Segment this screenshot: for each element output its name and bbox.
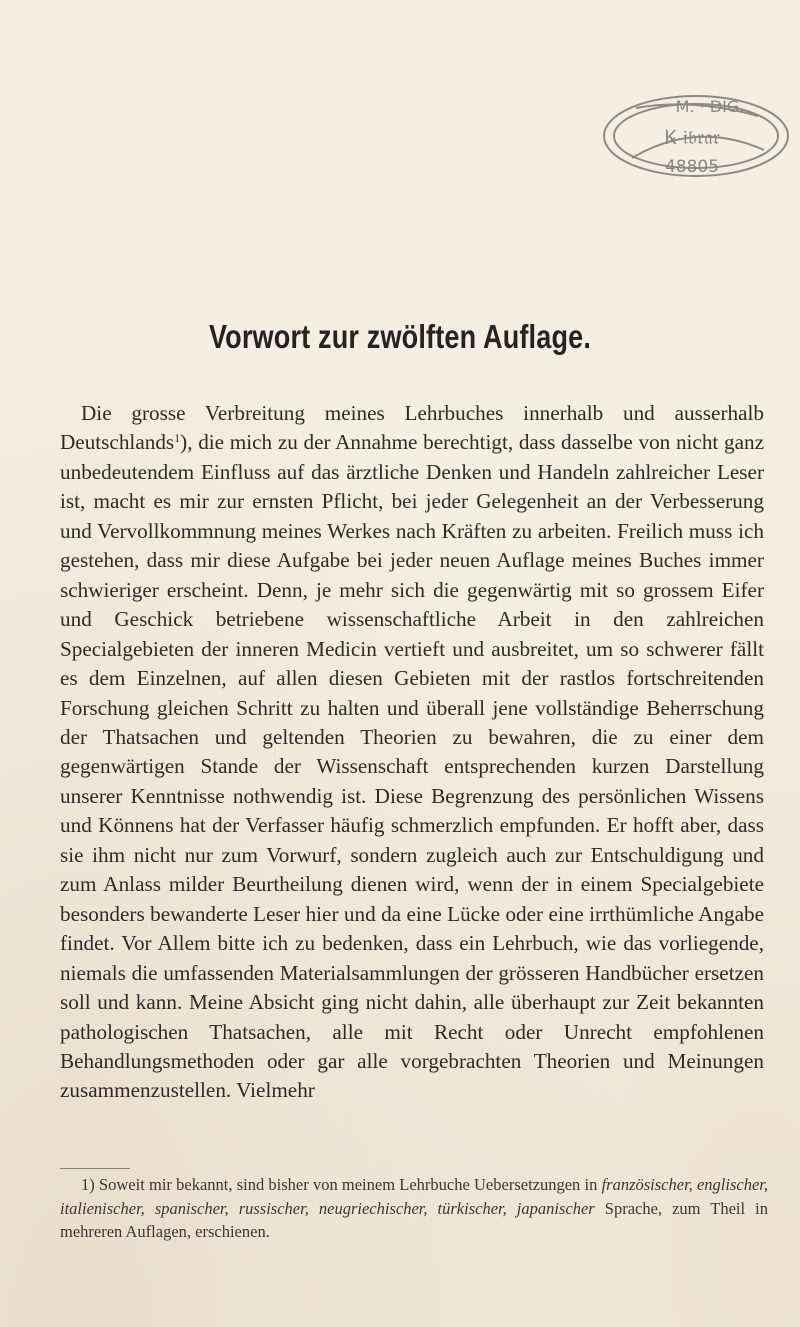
footnote-tail: Sprache, zum Theil in mehreren Auflagen, erschienen. [60, 1198, 768, 1241]
footnote-divider [60, 1168, 130, 1169]
stamp-text-bottom: 48805 [664, 157, 720, 177]
paragraph-part-1: Die grosse Verbreitung meines Lehrbuches innerhalb und ausserhalb Deutschlands [60, 401, 764, 455]
footnote-reference: 1 [174, 431, 181, 446]
library-stamp [592, 80, 800, 190]
stamp-text-mid: Ꝃ 𝔦𝔟𝔯𝔞𝔯 [664, 125, 720, 149]
page-title: Vorwort zur zwölften Auflage. [208, 318, 592, 355]
footnote-mark: 1) [81, 1175, 95, 1194]
stamp-text-top: M. · DIG. [675, 97, 745, 116]
preface-paragraph [60, 399, 764, 1106]
footnote-lead: Soweit mir bekannt, sind bisher von meinem Lehrbuche Uebersetzungen in [98, 1175, 598, 1194]
footnote [60, 1173, 768, 1244]
footnote-languages: französischer, englischer, italienischer, spanischer, russischer, neugriechischer, türkischer, japanischer [60, 1175, 769, 1218]
paragraph-part-2: ), die mich zu der Annahme berechtigt, dass dasselbe von nicht ganz unbedeutendem Einfluss auf das ärztliche Denken und Handeln zahlreicher Leser ist, macht es mir zur ernsten Pflicht, bei jeder Gelegenheit an der Verbesserung und Vervollkommnung meines Werkes nach Kräften zu arbeiten. Freilich muss ich gestehen, dass mir diese Aufgabe bei jeder neuen Auflage meines Buches immer schwieriger erscheint. Denn, je mehr sich die gegenwärtig mit so grossem Eifer und Geschick betriebene wissenschaftliche Arbeit in den zahlreichen Specialgebieten der inneren Medicin vertieft und ausbreitet, um so schwerer fällt es dem Einzelnen, auf allen diesen Gebieten mit der rastlos fortschreitenden Forschung gleichen Schritt zu halten und überall jene vollständige Beherrschung der Thatsachen und geltenden Theorien zu bewahren, die zu einer dem gegenwärtigen Stande der Wissenschaft entsprechenden kurzen Darstellung unserer Kenntnisse nothwendig ist. Diese Begrenzung des persönlichen Wissens und Könnens hat der Verfasser häufig schmerzlich empfunden. Er hofft aber, dass sie ihm nicht nur zum Vorwurf, sondern zugleich auch zur Entschuldigung und zum Anlass milder Beurtheilung dienen wird, wenn der in einem Specialgebiete besonders bewanderte Leser hier und da eine Lücke oder eine irrthümliche Angabe findet. Vor Allem bitte ich zu bedenken, dass ein Lehrbuch, wie das vorliegende, niemals die umfassenden Materialsammlungen der grösseren Handbücher ersetzen soll und kann. Meine Absicht ging nicht dahin, alle überhaupt zur Zeit bekannten pathologischen Thatsachen, alle mit Recht oder Unrecht empfohlenen Behandlungsmethoden oder gar alle vorgebrachten Theorien und Meinungen zusammenzustellen. Vielmehr [60, 430, 764, 1103]
